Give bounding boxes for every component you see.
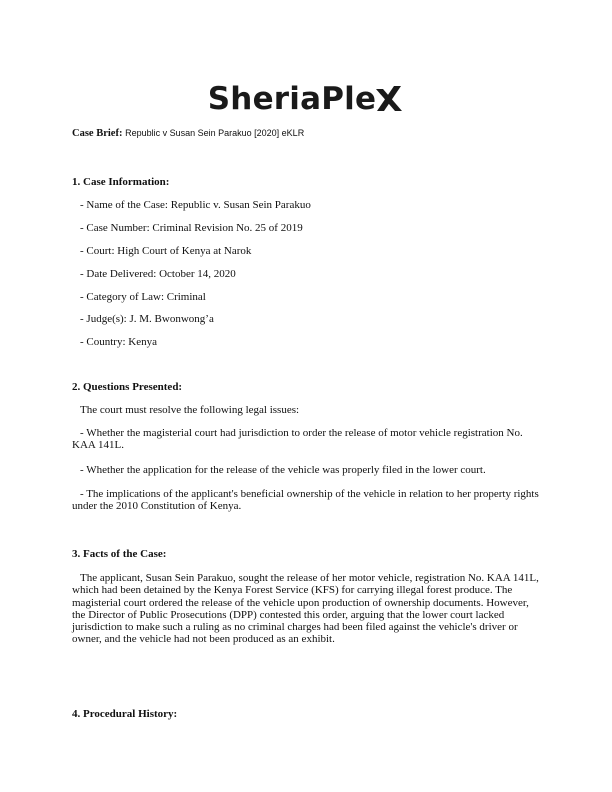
question-item: - The implications of the applicant's beneficial ownership of the vehicle in relation to her property rights under the 2010 Constitution of Kenya. [72, 488, 539, 513]
section-title-facts: 3. Facts of the Case: [72, 548, 167, 560]
section-title-questions-presented: 2. Questions Presented: [72, 381, 183, 393]
questions-intro: The court must resolve the following legal issues: [80, 404, 300, 416]
logo-text: SheriaPle [207, 81, 377, 117]
case-info-item: - Case Number: Criminal Revision No. 25 of 2019 [80, 222, 303, 234]
case-info-item: - Date Delivered: October 14, 2020 [80, 268, 236, 280]
facts-paragraph: The applicant, Susan Sein Parakuo, sought the release of her motor vehicle, registration No. KAA 141L, which had been detained by the Kenya Forest Service (KFS) for carrying illegal forest produce. The magisterial court ordered the release of the vehicle upon production of ownership documents. However, the Director of Public Prosecutions (DPP) contested this order, arguing that the lower court lacked jurisdiction to make such a ruling as no criminal charges had been filed against the vehicle's driver or owner, and the vehicle had not been produced as an exhibit. [72, 572, 539, 646]
case-info-item: - Category of Law: Criminal [80, 291, 206, 303]
question-item: - Whether the application for the release of the vehicle was properly filed in the lower court. [80, 464, 486, 476]
section-title-case-information: 1. Case Information: [72, 176, 170, 188]
section-title-procedural-history: 4. Procedural History: [72, 708, 178, 720]
case-brief-value: Republic v Susan Sein Parakuo [2020] eKLR [125, 128, 305, 138]
case-brief-line [72, 128, 542, 139]
case-info-item: - Court: High Court of Kenya at Narok [80, 245, 252, 257]
case-info-item: - Judge(s): J. M. Bwonwong’a [80, 313, 214, 325]
case-brief-label: Case Brief: [72, 128, 123, 139]
case-info-item: - Name of the Case: Republic v. Susan Sein Parakuo [80, 199, 311, 211]
x-logo-icon [374, 84, 404, 114]
case-info-item: - Country: Kenya [80, 336, 157, 348]
sheriaplex-logo [0, 74, 612, 124]
question-item: - Whether the magisterial court had jurisdiction to order the release of motor vehicle registration No. KAA 141L. [72, 427, 523, 452]
